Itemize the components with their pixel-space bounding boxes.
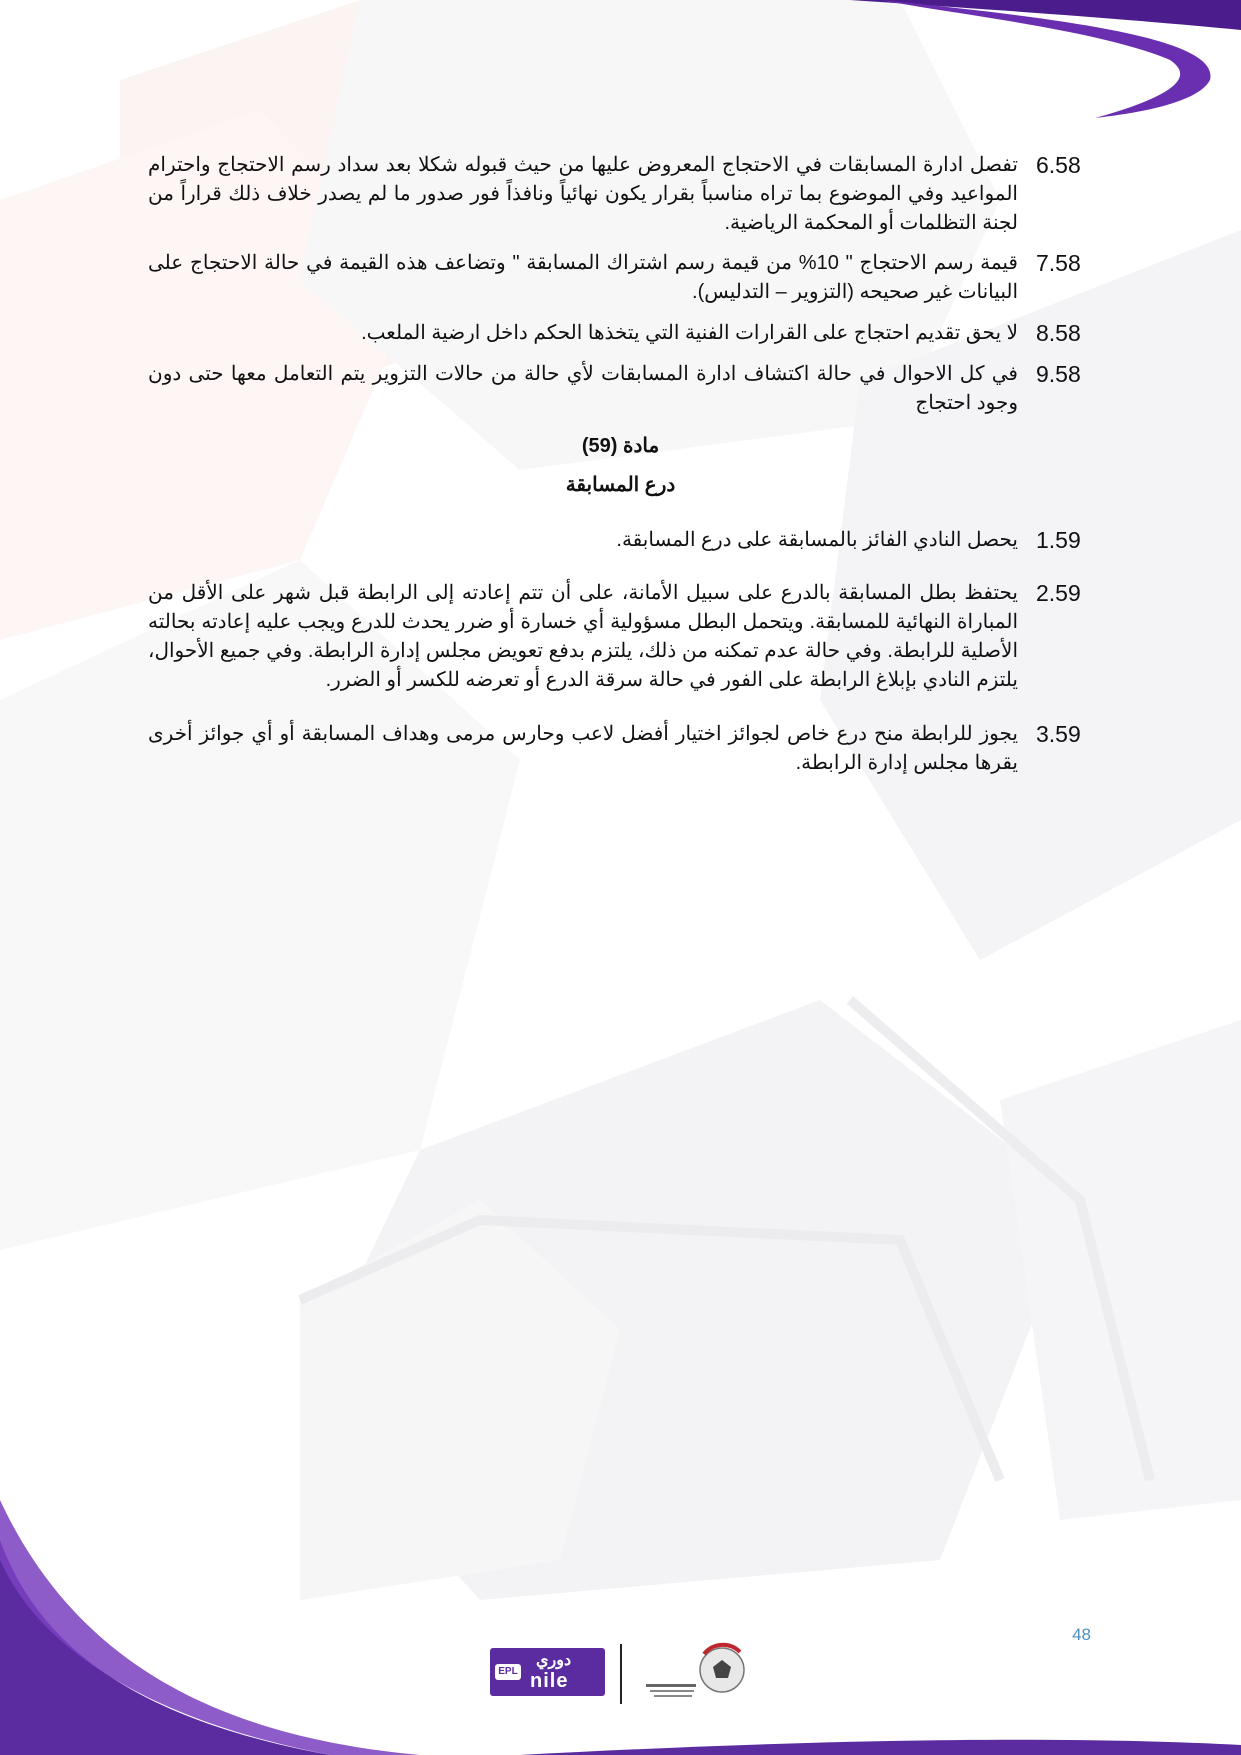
league-arabic-wordmark: دوري xyxy=(536,1652,572,1669)
clause-1-59 xyxy=(148,526,1081,555)
clause-number: 1.59 xyxy=(1036,527,1081,553)
article-title: مادة (59) xyxy=(581,435,660,457)
clause-number: 2.59 xyxy=(1036,580,1081,606)
clause-9-58 xyxy=(148,360,1081,418)
footer-logos xyxy=(480,1640,760,1710)
clause-2-59 xyxy=(148,579,1081,695)
logo-divider xyxy=(620,1644,622,1704)
clause-number: 9.58 xyxy=(1036,361,1081,387)
league-brand-wordmark: nile xyxy=(530,1670,569,1692)
clause-text: تفصل ادارة المسابقات في الاحتجاج المعروض عليها من حيث قبوله شكلا بعد سداد رسم الاحتجاج واحترام المواعيد وفي الموضوع بما تراه مناسباً بقرار يكون نهائياً ونافذاً فور صدور ما لم يصدر خلاف ذلك قراراً من لجنة التظلمات أو المحكمة الرياضية. xyxy=(148,154,1018,234)
clause-3-59 xyxy=(148,720,1081,778)
clause-text: في كل الاحوال في حالة اكتشاف ادارة المسابقات لأي حالة من حالات التزوير يتم التعامل معها حتى دون وجود احتجاج xyxy=(148,363,1018,414)
clause-number: 7.58 xyxy=(1036,250,1081,276)
epl-badge: EPL xyxy=(495,1664,521,1680)
clause-number: 3.59 xyxy=(1036,721,1081,747)
clause-number: 8.58 xyxy=(1036,320,1081,346)
clause-7-58 xyxy=(148,249,1081,307)
football-association-logo-icon xyxy=(640,1640,755,1710)
clause-8-58 xyxy=(148,319,1081,348)
league-logo xyxy=(490,1648,605,1696)
clause-text: يجوز للرابطة منح درع خاص لجوائز اختيار أفضل لاعب وحارس مرمى وهداف المسابقة أو أي جوائز أخرى يقرها مجلس إدارة الرابطة. xyxy=(148,723,1018,774)
clause-text: يحصل النادي الفائز بالمسابقة على درع المسابقة. xyxy=(616,529,1018,551)
clause-text: قيمة رسم الاحتجاج " 10% من قيمة رسم اشتراك المسابقة " وتضاعف هذه القيمة في حالة الاحتجاج على البيانات غير صحيحه (التزوير – التدليس). xyxy=(148,252,1018,303)
clause-text: يحتفظ بطل المسابقة بالدرع على سبيل الأمانة، على أن تتم إعادته إلى الرابطة قبل شهر على الأقل من المباراة النهائية للمسابقة. ويتحمل البطل مسؤولية أي خسارة أو ضرر يحدث للدرع ويجب عليه إعادته بحالته الأصلية للرابطة. وفي حالة عدم تمكنه من ذلك، يلتزم بدفع تعويض مجلس إدارة الرابطة. وفي جميع الأحوال، يلتزم النادي بإبلاغ الرابطة على الفور في حالة سرقة الدرع أو تعرضه للكسر أو الضرر. xyxy=(148,582,1018,691)
page-number: 48 xyxy=(1072,1625,1091,1644)
clause-number: 6.58 xyxy=(1036,152,1081,178)
clause-6-58 xyxy=(148,151,1081,238)
article-subtitle: درع المسابقة xyxy=(565,474,676,496)
clause-text: لا يحق تقديم احتجاج على القرارات الفنية التي يتخذها الحكم داخل ارضية الملعب. xyxy=(361,322,1018,344)
